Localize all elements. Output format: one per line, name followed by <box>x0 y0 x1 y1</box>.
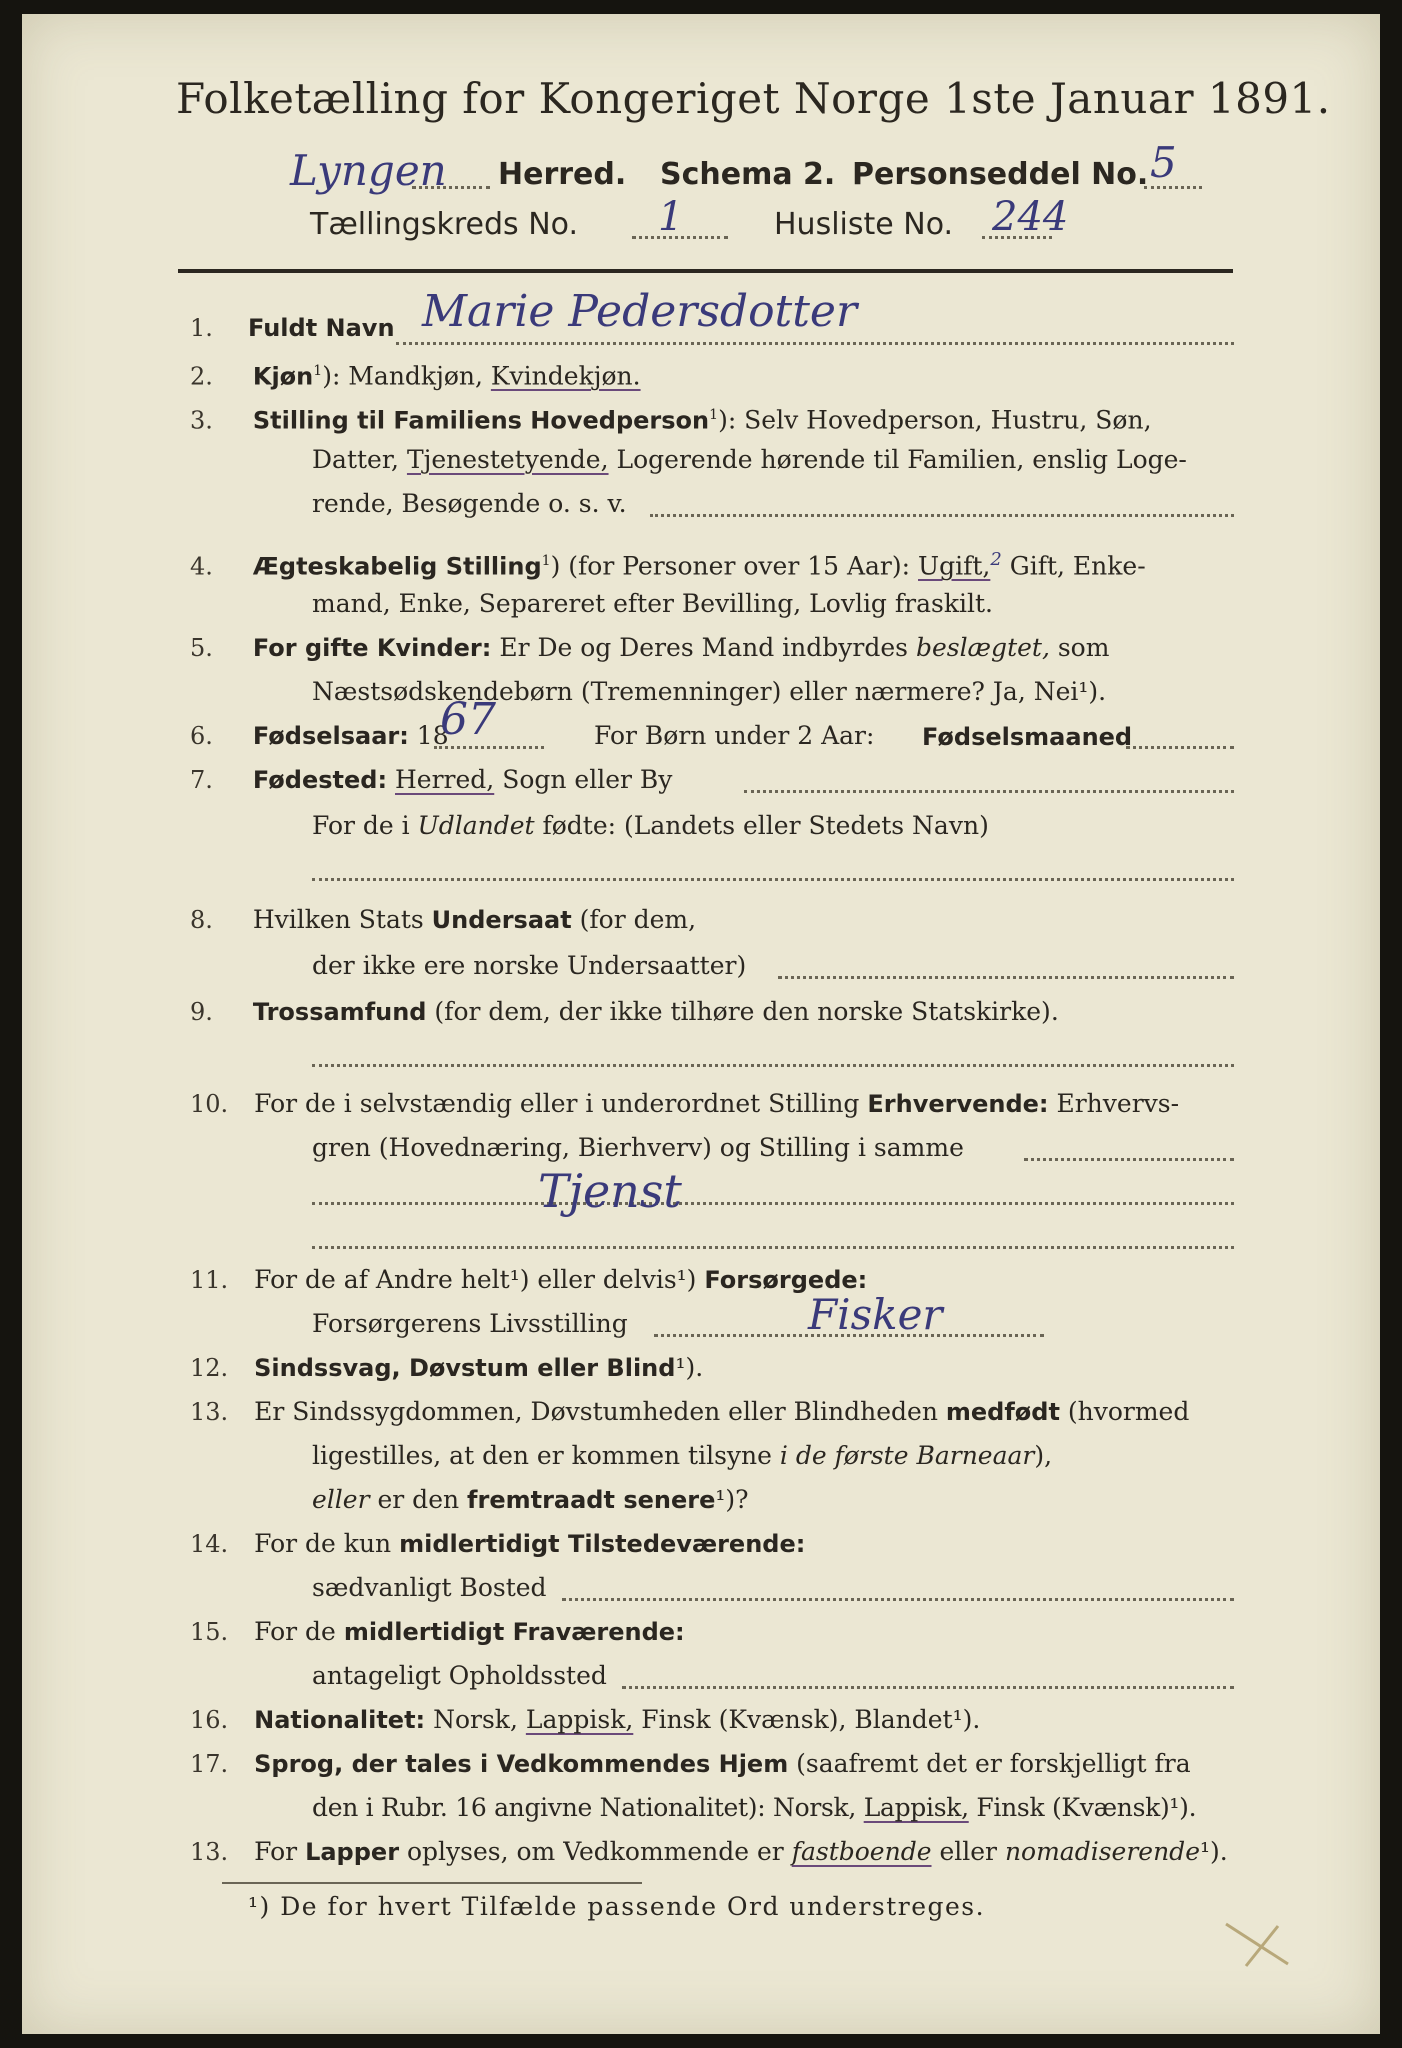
header-rule <box>178 269 1233 273</box>
provided-label: Forsørgede: <box>704 1266 868 1294</box>
married-women-line1b: som <box>1049 633 1110 662</box>
item-10 <box>190 1082 1179 1126</box>
sex-label: Kjøn <box>252 362 314 391</box>
lapps-b: oplyses, om Vedkommende er <box>399 1837 792 1866</box>
provided-a: For de af Andre helt <box>254 1265 510 1294</box>
occupation-answer-handwritten: Tjenst <box>538 1164 682 1218</box>
form-title: Folketælling for Kongeriget Norge 1ste Januar 1891. <box>176 74 1331 123</box>
congenital-line2b: ), <box>1034 1441 1053 1470</box>
item-11 <box>190 1258 867 1302</box>
footnote-rule <box>222 1882 642 1884</box>
item-number-12: 12. <box>190 1354 229 1382</box>
nationality-label: Nationalitet: <box>254 1706 426 1734</box>
citizenship-a: Hvilken Stats <box>252 905 432 934</box>
temp-absent-a: For de <box>254 1617 344 1646</box>
municipality-handwritten: Lyngen <box>290 146 447 195</box>
temp-present-a: For de kun <box>254 1529 400 1558</box>
kreds-label: Tællingskreds No. <box>310 207 578 242</box>
pencil-mark <box>1218 1914 1308 1974</box>
family-position-label: Stilling til Familiens Hovedperson <box>252 406 710 435</box>
item-number-18: 13. <box>190 1838 229 1866</box>
personseddel-dotted-line <box>1144 186 1202 189</box>
item-7-line2 <box>312 804 989 847</box>
foreign-born-line <box>312 878 1234 881</box>
family-position-line <box>650 514 1234 517</box>
nationality-a: Norsk, <box>425 1705 526 1734</box>
footnote: ¹) De for hvert Tilfælde passende Ord understreges. <box>248 1892 986 1921</box>
item-number-14: 14. <box>190 1530 229 1558</box>
item-number-11: 11. <box>190 1266 229 1294</box>
family-position-line2b: Logerende hørende til Familien, enslig Loge- <box>608 445 1187 474</box>
herred-label: Herred. <box>498 157 627 192</box>
occupation-line2: gren (Hovednæring, Bierhverv) og Stilling i samme <box>312 1133 964 1162</box>
birthplace-options: Sogn eller By <box>494 765 673 794</box>
item-number-9: 9. <box>190 998 213 1026</box>
congenital-line3a: er den <box>369 1485 468 1514</box>
language-line1: (saafremt det er forskjelligt fra <box>788 1749 1191 1778</box>
item-12 <box>190 1346 703 1390</box>
personseddel-number-handwritten: 5 <box>1150 138 1177 187</box>
married-women-label-a: For <box>252 634 305 662</box>
municipality-dotted-line <box>412 186 490 189</box>
birth-month-intro: For Børn under 2 Aar: <box>594 721 875 750</box>
foreign-born-b: fødte: (Landets eller Stedets Navn) <box>534 811 989 840</box>
married-women-label: gifte Kvinder: <box>304 634 492 662</box>
married-women-line2: Næstsødskendebørn (Tremenninger) eller nærmere? Ja, Nei¹). <box>312 677 1107 706</box>
item-17-line2 <box>312 1786 1196 1829</box>
birth-year-label: Fødselsaar: <box>252 722 409 750</box>
lapps-selected: fastboende <box>791 1837 932 1866</box>
lapps-label: Lapper <box>305 1838 400 1866</box>
congenital-c: (hvormed <box>1059 1397 1190 1426</box>
item-4 <box>190 538 1146 588</box>
occupation-line-b <box>312 1202 1234 1205</box>
item-6 <box>190 714 449 758</box>
religion-label: Trossamfund <box>252 998 427 1026</box>
marital-status-line2: mand, Enke, Separeret efter Bevilling, Lovlig fraskilt. <box>312 589 993 618</box>
item-2 <box>190 350 641 398</box>
full-name-line <box>396 342 1234 345</box>
congenital-line2a: ligestilles, at den er kommen tilsyne <box>312 1441 780 1470</box>
item-number-2: 2. <box>190 362 213 391</box>
later-onset-label: fremtraadt senere <box>467 1486 716 1514</box>
disability-label: Sindssvag, Døvstum eller Blind <box>254 1354 676 1382</box>
marital-status-line1a: ) (for Personer over 15 Aar): <box>550 551 919 581</box>
item-number-5: 5. <box>190 634 213 662</box>
item-13-line2 <box>312 1434 1052 1477</box>
item-17 <box>190 1742 1191 1786</box>
occupation-b: Erhvervs- <box>1048 1089 1180 1118</box>
marital-status-line1b: Gift, Enke- <box>1001 551 1146 581</box>
occupation-a: For de i selvstændig eller i underordnet Stilling <box>254 1089 868 1118</box>
family-position-line3: rende, Besøgende o. s. v. <box>312 489 627 518</box>
married-women-line1i: beslægtet, <box>915 633 1050 662</box>
language-line2b: Finsk (Kvænsk)¹). <box>968 1793 1197 1822</box>
lapps-d: ¹). <box>1200 1837 1228 1866</box>
provider-occupation-handwritten: Fisker <box>808 1290 943 1339</box>
citizenship-line <box>778 976 1234 979</box>
husliste-label: Husliste No. <box>774 207 954 242</box>
occupation-label: Erhvervende: <box>867 1090 1049 1118</box>
family-position-line1: ): Selv Hovedperson, Hustru, Søn, <box>718 405 1152 435</box>
congenital-line3i: eller <box>312 1485 370 1514</box>
marital-status-mark-handwritten: 2 <box>990 549 1002 570</box>
item-9 <box>190 990 1059 1034</box>
foreign-born-a: For de i <box>312 811 418 840</box>
language-label: Sprog, der tales i Vedkommendes Hjem <box>254 1750 789 1778</box>
item-13 <box>190 1390 1189 1434</box>
census-form <box>22 14 1380 2034</box>
temp-absent-label: midlertidigt Fraværende: <box>343 1618 685 1646</box>
temp-present-label: midlertidigt Tilstedeværende: <box>399 1530 806 1558</box>
husliste-number-handwritten: 244 <box>992 194 1069 240</box>
family-position-selected: Tjenestetyende, <box>406 445 609 474</box>
presumed-residence-label: antageligt Opholdssted <box>312 1661 607 1690</box>
kreds-number-handwritten: 1 <box>658 194 684 240</box>
item-number-1: 1. <box>190 314 213 342</box>
item-number-16: 16. <box>190 1706 229 1734</box>
personseddel-label: Personseddel No. <box>852 157 1149 192</box>
birthplace-selected: Herred, <box>395 765 495 794</box>
congenital-line2i: i de første Barneaar <box>779 1441 1035 1470</box>
nationality-selected: Lappisk, <box>525 1705 634 1734</box>
citizenship-label: Undersaat <box>431 906 572 934</box>
marital-status-selected: Ugift, <box>918 551 991 581</box>
birth-year-line <box>434 746 544 749</box>
schema-label: Schema 2. <box>660 157 836 192</box>
item-number-3: 3. <box>190 406 213 435</box>
item-3 <box>190 394 1152 442</box>
disability-sup: ¹). <box>675 1353 704 1382</box>
item-number-13: 13. <box>190 1398 229 1426</box>
birth-month-line <box>1126 746 1234 749</box>
full-name-label: Fuldt Navn <box>248 314 395 342</box>
family-position-sup: 1 <box>709 407 719 423</box>
sex-options: ): Mandkjøn, <box>322 361 491 391</box>
marital-status-label: Ægteskabelig Stilling <box>252 552 542 581</box>
item-number-8: 8. <box>190 906 213 934</box>
family-position-line2a: Datter, <box>312 445 407 474</box>
congenital-a: Er Sindssygdommen, Døvstumheden eller Blindheden <box>254 1397 946 1426</box>
item-number-17: 17. <box>190 1750 229 1778</box>
birthplace-label: Fødested: <box>252 766 388 794</box>
item-7 <box>190 758 672 802</box>
item-number-4: 4. <box>190 552 213 581</box>
lapps-c: eller <box>931 1837 1005 1866</box>
citizenship-line2: der ikke ere norske Undersaatter) <box>312 951 747 980</box>
lapps-a: For <box>254 1837 306 1866</box>
item-number-15: 15. <box>190 1618 229 1646</box>
sex-selected: Kvindekjøn. <box>490 361 641 391</box>
item-14 <box>190 1522 805 1566</box>
birth-month-label: Fødselsmaaned <box>922 723 1133 751</box>
birth-year-prefix: 18 <box>408 721 449 750</box>
item-8 <box>190 898 696 942</box>
item-3-line2 <box>312 438 1187 481</box>
foreign-born-i: Udlandet <box>417 811 535 840</box>
provider-occupation-label: Forsørgerens Livsstilling <box>312 1309 628 1338</box>
item-15 <box>190 1610 685 1654</box>
sex-sup: 1 <box>313 363 323 379</box>
item-16 <box>190 1698 980 1742</box>
congenital-line3c: ¹)? <box>715 1485 749 1514</box>
item-5 <box>190 626 1109 670</box>
presumed-residence-line <box>622 1686 1234 1689</box>
full-name-answer-handwritten: Marie Pedersdotter <box>422 286 857 337</box>
marital-status-sup: 1 <box>541 553 551 569</box>
language-selected: Lappisk, <box>863 1793 969 1822</box>
item-number-7: 7. <box>190 766 213 794</box>
language-line2a: den i Rubr. 16 angivne Nationalitet): Norsk, <box>312 1793 864 1822</box>
usual-residence-line <box>562 1598 1234 1601</box>
occupation-line-c <box>312 1246 1234 1249</box>
item-13-line3 <box>312 1478 749 1522</box>
usual-residence-label: sædvanligt Bosted <box>312 1573 547 1602</box>
item-number-10: 10. <box>190 1090 229 1118</box>
citizenship-b: (for dem, <box>571 905 697 934</box>
provided-b: ¹) eller delvis¹) <box>509 1265 705 1294</box>
birth-year-handwritten: 67 <box>440 694 496 745</box>
lapps-nomadic: nomadiserende <box>1004 1837 1200 1866</box>
nationality-b: Finsk (Kvænsk), Blandet¹). <box>633 1705 981 1734</box>
birthplace-line <box>744 790 1234 793</box>
item-18 <box>190 1830 1228 1874</box>
occupation-line-a <box>1024 1158 1234 1161</box>
religion-line <box>312 1064 1234 1067</box>
item-number-6: 6. <box>190 722 213 750</box>
married-women-line1a: Er De og Deres Mand indbyrdes <box>491 633 916 662</box>
religion-text: (for dem, der ikke tilhøre den norske Statskirke). <box>426 997 1059 1026</box>
congenital-label: medfødt <box>945 1398 1060 1426</box>
